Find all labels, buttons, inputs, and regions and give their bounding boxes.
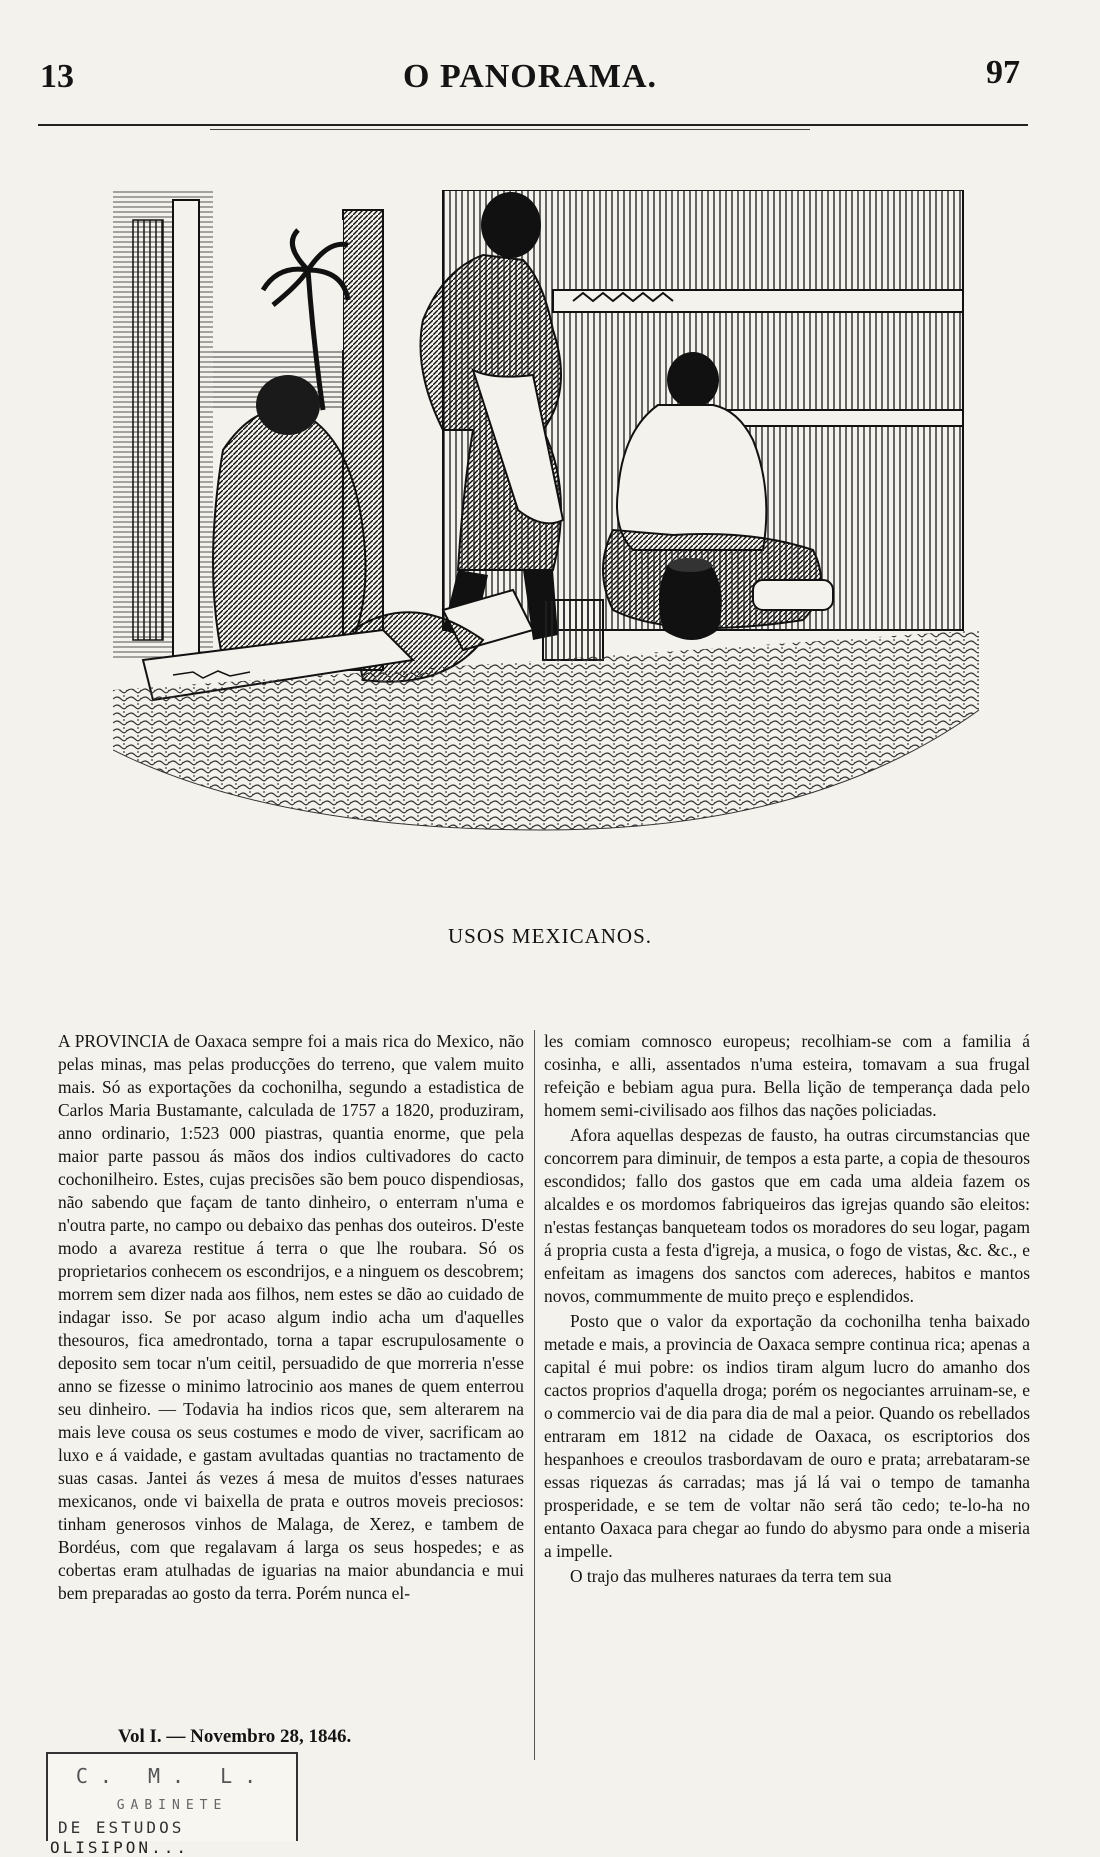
stamp-initials: C. M. L. — [75, 1764, 269, 1788]
article-paragraph: Posto que o valor da exportação da cochonilha tenha baixado metade e mais, a provincia de Oaxaca sempre continua rica; apenas a capital é mui pobre: os indios tiram algum lucro do amanho dos cactos proprios d'aquella droga; porém os negociantes arruinam-se, e o commercio vai de dia para dia de mal a peior. Quando os rebellados entraram em 1812 na cidade de Oaxaca, os escriptorios dos hespanhoes e creoulos trasbordavam de ouro e prata; arrebataram-se essas riquezas ás carradas; mas já lá vai o tempo de tamanha prosperidade, e se tem de voltar não será tão cedo; te-lo-ha no entanto Oaxaca para chegar ao fundo do abysmo para onde a miseria a impelle. — [544, 1311, 1030, 1561]
illustration-caption: USOS MEXICANOS. — [447, 924, 653, 948]
publication-title: O PANORAMA. — [403, 58, 657, 95]
article-paragraph: O trajo das mulheres naturaes da terra tem sua — [570, 1566, 892, 1586]
header-rule — [38, 124, 1028, 126]
stamp-text: OLISIPON... — [50, 1838, 189, 1857]
article-paragraph: les comiam comnosco europeus; recolhiam-se com a familia á cosinha, e alli, assentados n'uma esteira, tomavam a sua frugal refeição e bebiam agua pura. Bella lição de temperança dada pelo homem semi-civilisado aos filhos das nações policiadas. — [544, 1031, 1030, 1120]
issue-number: 13 — [40, 58, 74, 95]
article-paragraph: Afora aquellas despezas de fausto, ha outras circumstancias que concorrem para diminuir, de tempos a esta parte, a copia de thesouros escondidos; fallo dos gastos que em cada uma aldeia fazem os alcaldes e os mordomos fabriqueiros das igrejas quando são eleitos: n'estas festanças banqueteam todos os moradores do seu logar, pagam á propria custa a festa d'igreja, a musica, o fogo de vistas, &c. &c., e enfeitam as imagens dos sanctos com adereces, habitos e mantos novos, commummente de muito preço e esplendidos. — [544, 1125, 1030, 1306]
stamp-text: DE ESTUDOS — [58, 1818, 185, 1837]
column-divider — [534, 1030, 535, 1760]
stamp-text: GABINETE — [116, 1798, 228, 1813]
volume-date-line: Vol I. — Novembro 28, 1846. — [118, 1726, 352, 1747]
header-rule-thin — [210, 129, 810, 130]
library-stamp — [46, 1752, 298, 1857]
article-right-column — [544, 1030, 1030, 1590]
running-header — [40, 52, 1020, 102]
article-paragraph: A PROVINCIA de Oaxaca sempre foi a mais rica do Mexico, não pelas minas, mas pelas producções do terreno, que valem muito mais. Só as exportações da cochonilha, segundo a estadistica de Carlos Maria Bustamante, calculada de 1757 a 1820, produziram, anno ordinario, 1:523 000 piastras, quantia enorme, que pela maior parte passou ás mãos dos indios cultivadores do cacto cochonilheiro. Estes, cujas precisões são bem pouco dispendiosas, não sabendo que façam de tanto dinheiro, o enterram n'uma e n'outra parte, no campo ou debaixo das penhas dos outeiros. D'este modo a avareza restitue á terra o que lhe roubara. Só os proprietarios conhecem os escondrijos, e a ninguem os descobrem; morrem sem dizer nada aos filhos, nem estes se dão ao cuidado de indagar isso. Se por acaso algum indio acha um d'aquelles thesouros, fica amedrontado, torna a tapar escrupulosamente o deposito sem tocar n'um ceitil, persuadido de que morreria n'esse anno se fizesse o minimo latrocinio aos manes de quem enterrou seu dinheiro. — Todavia ha indios ricos que, sem alterarem na mais leve cousa os seus costumes e modo de viver, sacrificam ao luxo e á vaidade, e gastam avultadas quantias no tractamento de suas casas. Jantei ás vezes á mesa de muitos d'esses naturaes mexicanos, onde vi baixella de prata e outros moveis preciosos: tinham generosos vinhos de Malaga, de Xerez, e tambem de Bordéus, com que regalavam á larga os seus hospedes; e as cobertas eram atulhadas de iguarias na maior abundancia e mui bem preparadas ao gosto da terra. Porém nunca el- — [58, 1031, 524, 1603]
engraving-illustration — [113, 190, 979, 910]
article-left-column — [58, 1030, 524, 1607]
page-number: 97 — [986, 54, 1020, 91]
